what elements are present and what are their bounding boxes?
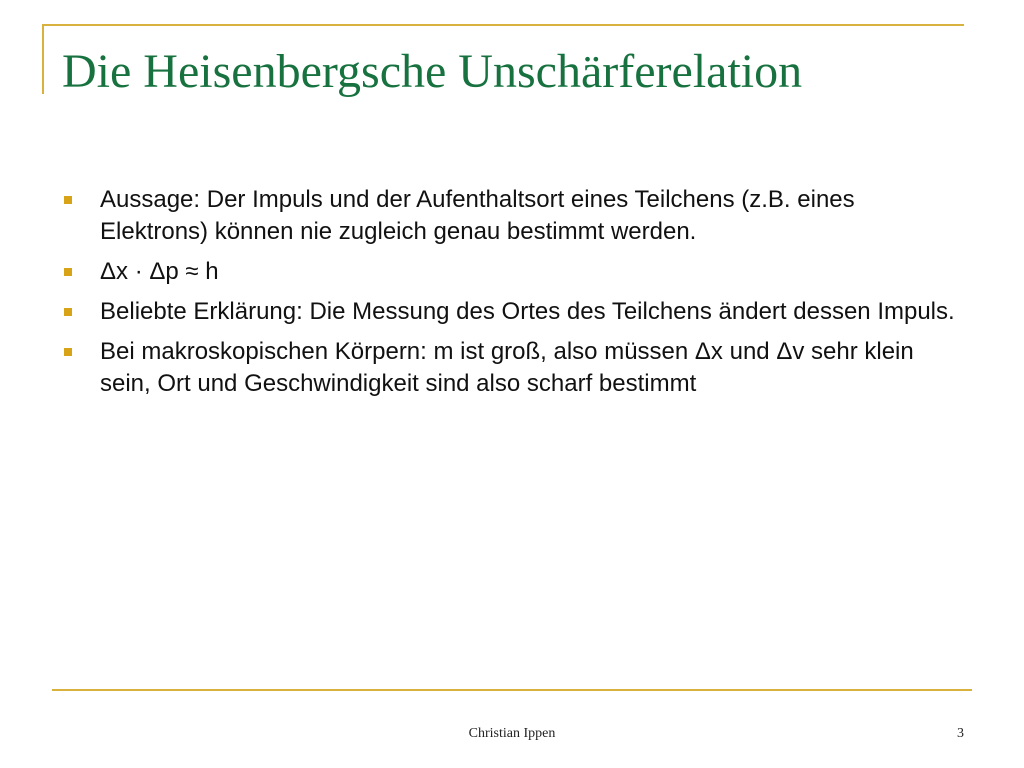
square-bullet-icon (64, 348, 72, 356)
page-number: 3 (957, 726, 964, 741)
square-bullet-icon (64, 308, 72, 316)
footer-rule (52, 689, 972, 691)
square-bullet-icon (64, 196, 72, 204)
footer-author: Christian Ippen (468, 726, 556, 741)
bullet-text: Bei makroskopischen Körpern: m ist groß, also müssen Δx und Δv sehr klein sein, Ort und Geschwindigkeit sind also scharf bestimmt (100, 338, 914, 397)
bullet-item (60, 336, 960, 400)
frame-top-rule (42, 24, 964, 26)
bullet-text: Beliebte Erklärung: Die Messung des Ortes des Teilchens ändert dessen Impuls. (100, 298, 955, 325)
slide-title: Die Heisenbergsche Unschärferelation (62, 45, 803, 98)
bullet-list (60, 184, 960, 408)
bullet-item (60, 296, 960, 328)
bullet-text: Aussage: Der Impuls und der Aufenthaltsort eines Teilchens (z.B. eines Elektrons) können nie zugleich genau bestimmt werden. (100, 186, 855, 245)
bullet-item (60, 184, 960, 248)
square-bullet-icon (64, 268, 72, 276)
frame-left-rule (42, 24, 44, 94)
bullet-item (60, 256, 960, 288)
bullet-text: Δx · Δp ≈ h (100, 258, 219, 285)
